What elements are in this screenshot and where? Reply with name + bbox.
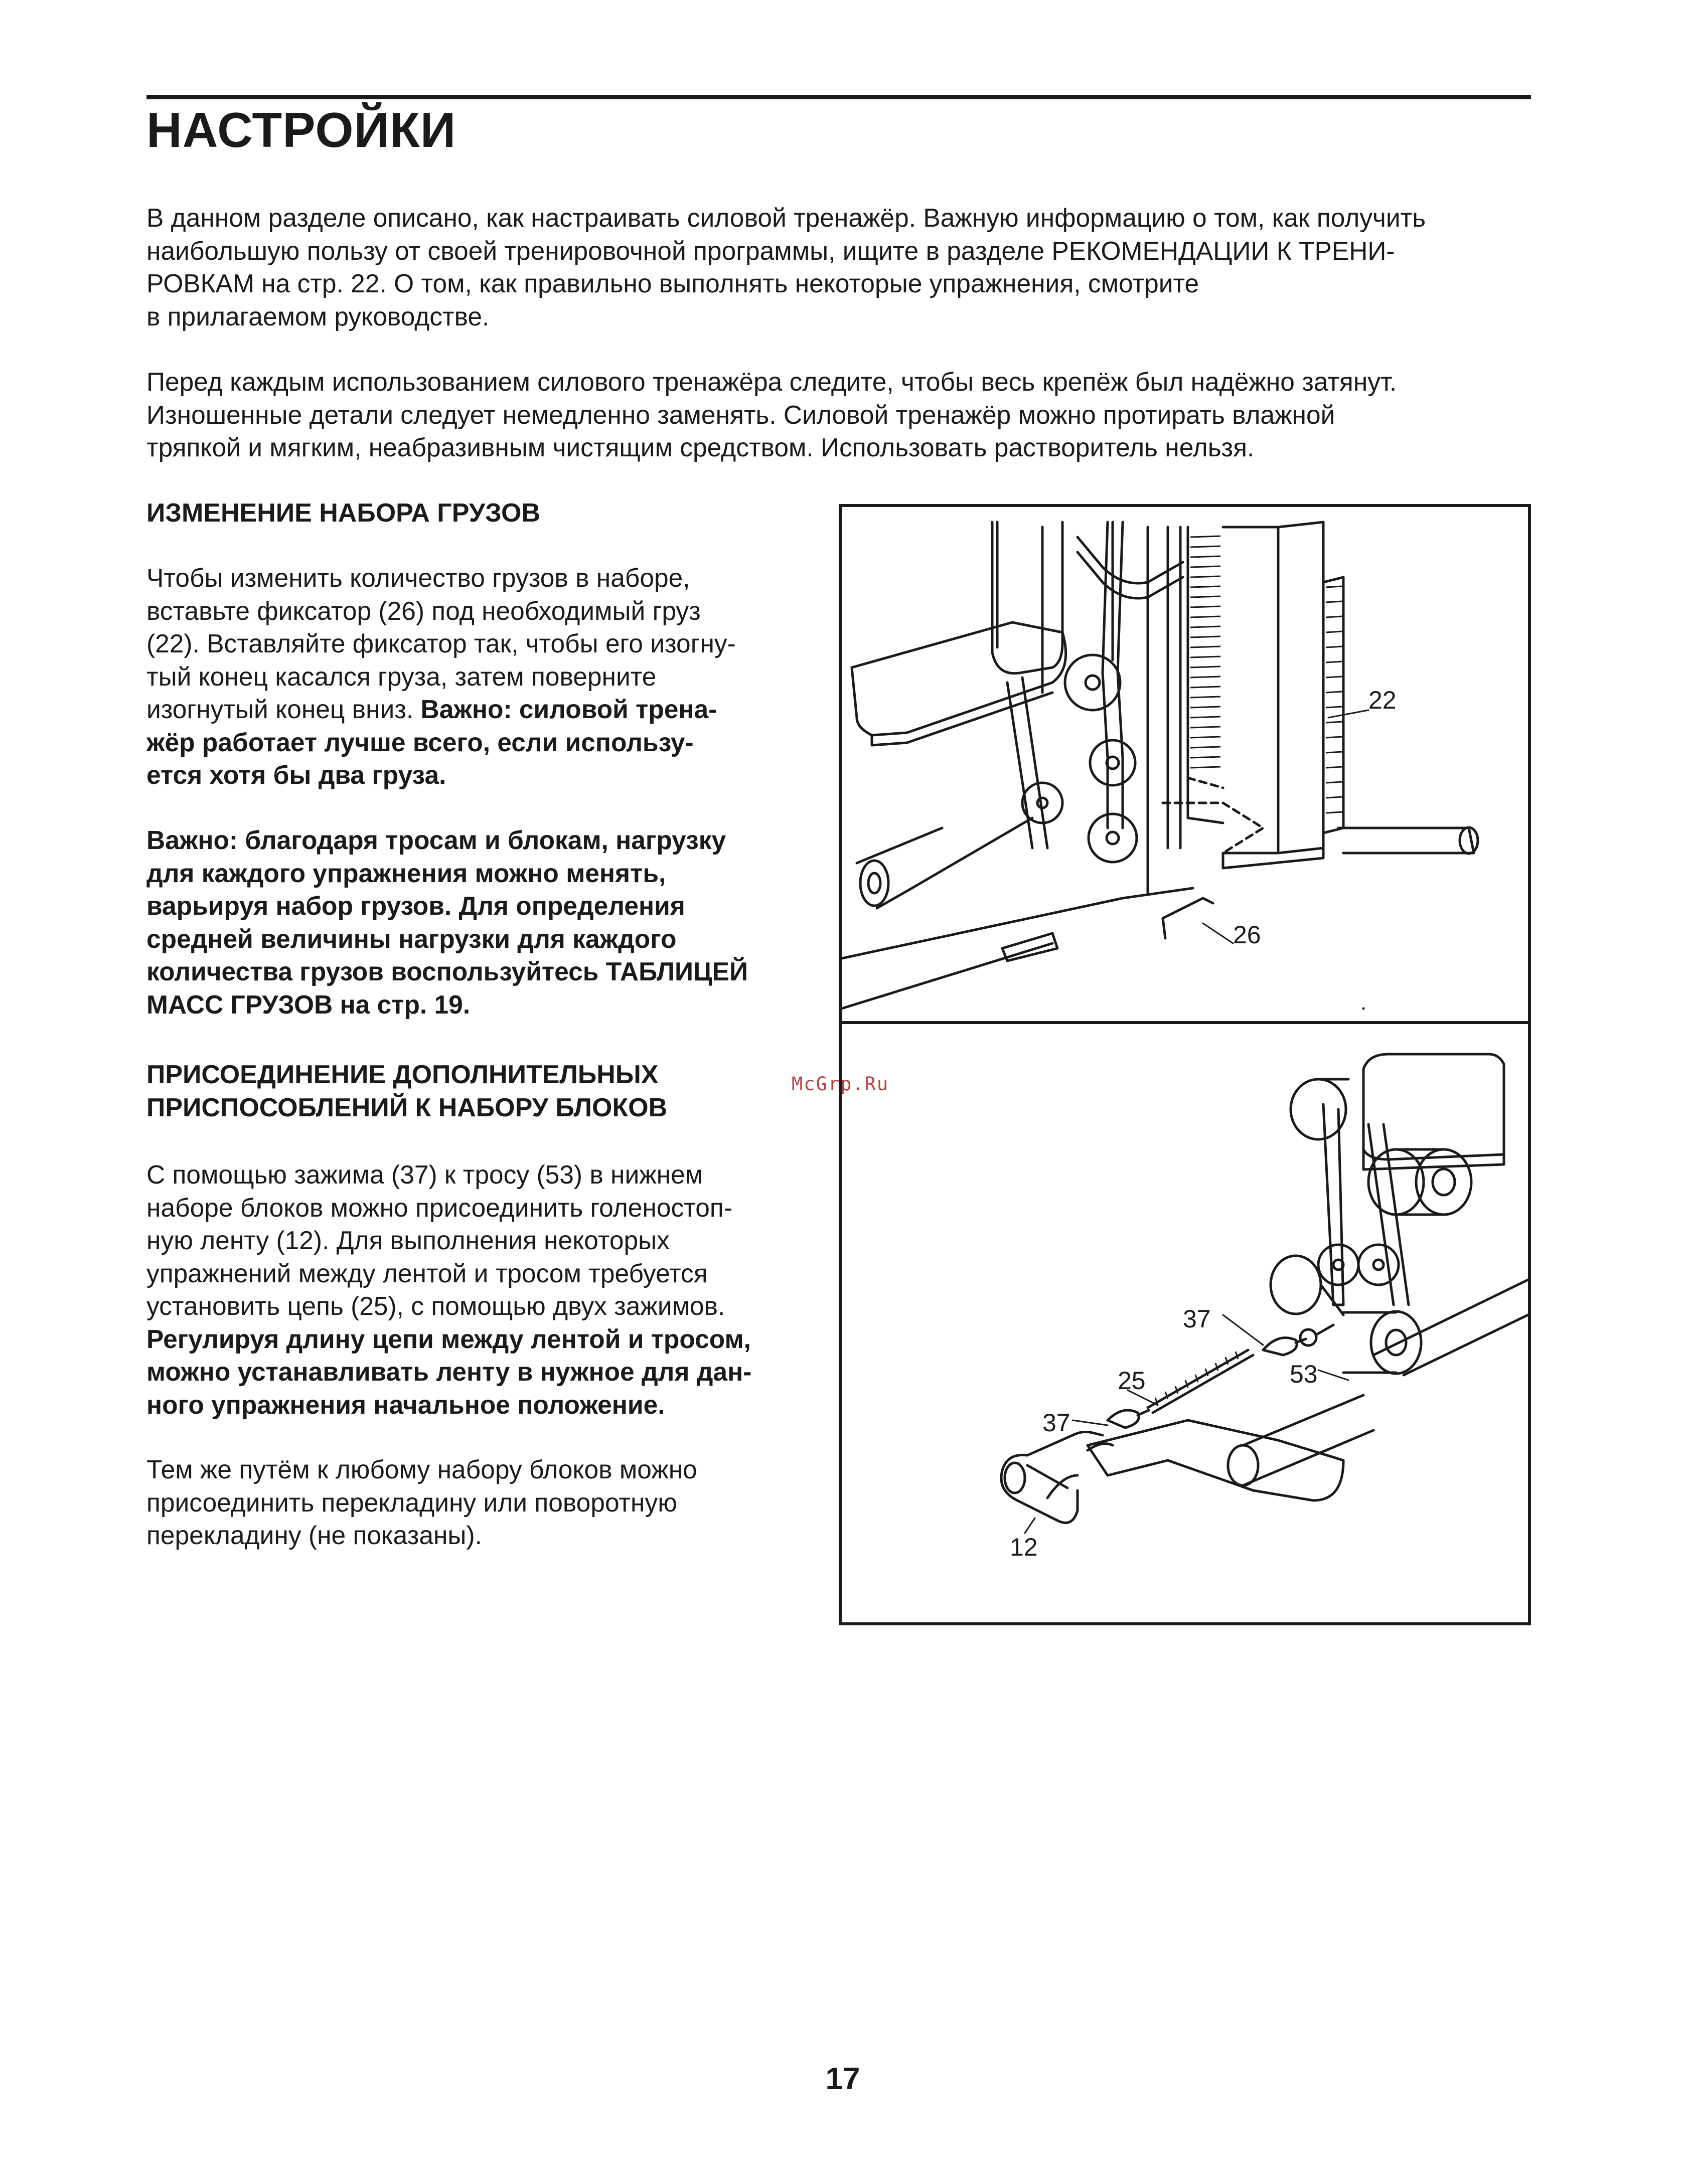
text-line: Перед каждым использованием силового тренажёра следите, чтобы весь крепёж был надёжно затянут. bbox=[146, 367, 1397, 396]
text-line: Тем же путём к любому набору блоков можно bbox=[146, 1455, 697, 1484]
weight-stack-illustration bbox=[842, 507, 1528, 1021]
bold-line: варьируя набор грузов. Для определения bbox=[146, 891, 685, 920]
section-1-heading: ИЗМЕНЕНИЕ НАБОРА ГРУЗОВ bbox=[146, 498, 541, 528]
text-line: ную ленту (12). Для выполнения некоторых bbox=[146, 1226, 670, 1255]
callout-22: 22 bbox=[1368, 686, 1397, 714]
bold-fragment: Важно: силовой трена- bbox=[413, 695, 717, 724]
bold-line: количества грузов воспользуйтесь ТАБЛИЦЕЙ bbox=[146, 957, 748, 986]
text-line bbox=[146, 693, 814, 726]
section-2-paragraph-2 bbox=[146, 1453, 814, 1552]
callout-37-upper: 37 bbox=[1183, 1305, 1211, 1333]
bold-line: для каждого упражнения можно менять, bbox=[146, 858, 666, 888]
text-line: вставьте фиксатор (26) под необходимый груз bbox=[146, 596, 701, 625]
text-line: в прилагаемом руководстве. bbox=[146, 301, 490, 331]
text-line: установить цепь (25), с помощью двух зажимов. bbox=[146, 1291, 725, 1320]
watermark: McGrp.Ru bbox=[792, 1073, 889, 1095]
text-line: Чтобы изменить количество грузов в наборе, bbox=[146, 563, 690, 592]
section-1-paragraph-1 bbox=[146, 562, 814, 792]
text-line: Изношенные детали следует немедленно заменять. Силовой тренажёр можно протирать влажной bbox=[146, 400, 1335, 429]
bold-line: МАСС ГРУЗОВ на стр. 19. bbox=[146, 989, 471, 1019]
text-line: (22). Вставляйте фиксатор так, чтобы его изогну- bbox=[146, 629, 736, 658]
heading-line: ПРИСПОСОБЛЕНИЙ К НАБОРУ БЛОКОВ bbox=[146, 1093, 668, 1122]
callout-37-lower: 37 bbox=[1042, 1409, 1070, 1437]
text-line: перекладину (не показаны). bbox=[146, 1521, 482, 1550]
page-number: 17 bbox=[825, 2062, 860, 2096]
callout-25: 25 bbox=[1118, 1367, 1146, 1395]
text-line: С помощью зажима (37) к тросу (53) в нижнем bbox=[146, 1160, 703, 1189]
text-line: присоединить перекладину или поворотную bbox=[146, 1487, 677, 1517]
callout-53: 53 bbox=[1290, 1360, 1318, 1388]
text-line: упражнений между лентой и тросом требуется bbox=[146, 1258, 708, 1288]
text-line: наибольшую пользу от своей тренировочной программы, ищите в разделе РЕКОМЕНДАЦИИ К ТРЕНИ- bbox=[146, 236, 1395, 265]
text-fragment: изогнутый конец вниз. bbox=[146, 695, 414, 724]
section-2-paragraph-1 bbox=[146, 1158, 814, 1421]
section-2-heading bbox=[146, 1058, 667, 1124]
bold-line: жёр работает лучше всего, если использу- bbox=[146, 727, 694, 757]
text-line: тый конец касался груза, затем поверните bbox=[146, 661, 657, 691]
bold-line: Важно: благодаря тросам и блокам, нагрузку bbox=[146, 825, 726, 855]
pulley-attachment-illustration bbox=[842, 1024, 1528, 1622]
top-rule bbox=[146, 95, 1531, 99]
bold-line: средней величины нагрузки для каждого bbox=[146, 924, 677, 953]
bold-line: Регулируя длину цепи между лентой и тросом, bbox=[146, 1324, 751, 1354]
callout-12: 12 bbox=[1010, 1533, 1038, 1561]
intro-paragraph-1 bbox=[146, 202, 1536, 333]
page-title: НАСТРОЙКИ bbox=[146, 102, 456, 157]
bold-line: можно устанавливать ленту в нужное для дан- bbox=[146, 1357, 752, 1386]
text-line: В данном разделе описано, как настраивать силовой тренажёр. Важную информацию о том, как получить bbox=[146, 203, 1426, 232]
section-1-paragraph-2 bbox=[146, 824, 814, 1021]
bold-line: ется хотя бы два груза. bbox=[146, 760, 446, 789]
heading-line: ПРИСОЕДИНЕНИЕ ДОПОЛНИТЕЛЬНЫХ bbox=[146, 1060, 659, 1089]
text-line: тряпкой и мягким, неабразивным чистящим средством. Использовать растворитель нельзя. bbox=[146, 433, 1255, 462]
intro-paragraph-2 bbox=[146, 366, 1536, 464]
bold-line: ного упражнения начальное положение. bbox=[146, 1390, 665, 1419]
callout-26: 26 bbox=[1233, 921, 1261, 949]
text-line: наборе блоков можно присоединить голеностоп- bbox=[146, 1193, 732, 1222]
text-line: РОВКАМ на стр. 22. О том, как правильно выполнять некоторые упражнения, смотрите bbox=[146, 269, 1199, 298]
